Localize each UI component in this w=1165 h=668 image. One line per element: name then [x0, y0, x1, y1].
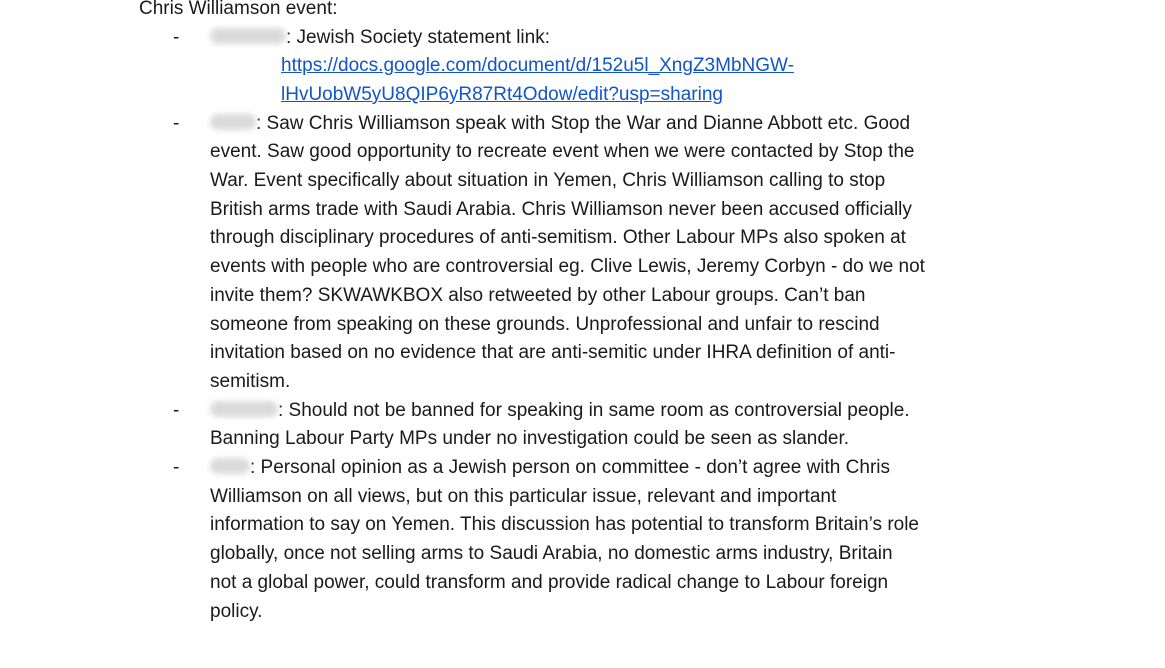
bullet-list: [0, 24, 1165, 627]
list-dash: -: [173, 112, 180, 134]
item-text-line: globally, once not selling arms to Saudi Arabia, no domestic arms industry, Britain: [210, 543, 893, 565]
item-text-line: not a global power, could transform and provide radical change to Labour foreign: [210, 571, 889, 593]
list-dash: -: [173, 399, 180, 421]
item-text: : Jewish Society statement link:: [286, 26, 550, 48]
list-item: [0, 110, 1040, 397]
item-text-line: : Personal opinion as a Jewish person on committee - don’t agree with Chris: [250, 457, 890, 479]
item-text-line: someone from speaking on these grounds. Unprofessional and unfair to rescind: [210, 313, 880, 335]
section-heading: Chris Williamson event:: [139, 0, 338, 19]
redacted-name: [210, 458, 250, 474]
link-text-line1[interactable]: https://docs.google.com/document/d/152u5l_XngZ3MbNGW-: [281, 55, 794, 77]
item-text-line: events with people who are controversial eg. Clive Lewis, Jeremy Corbyn - do we not: [210, 256, 925, 278]
list-dash: -: [173, 26, 180, 48]
item-text-line: event. Saw good opportunity to recreate event when we were contacted by Stop the: [210, 141, 915, 163]
item-text-line: : Saw Chris Williamson speak with Stop the War and Dianne Abbott etc. Good: [256, 112, 911, 134]
redacted-name: [210, 28, 286, 44]
item-text-line: information to say on Yemen. This discussion has potential to transform Britain’s role: [210, 514, 920, 536]
item-text-line: Williamson on all views, but on this particular issue, relevant and important: [210, 485, 837, 507]
item-text-line: semitism.: [210, 370, 291, 392]
link-text-line2[interactable]: lHvUobW5yU8QIP6yR87Rt4Odow/edit?usp=sharing: [281, 83, 723, 105]
redacted-name: [210, 114, 256, 130]
document-link[interactable]: [210, 52, 1040, 109]
item-text-line: invitation based on no evidence that are anti-semitic under IHRA definition of anti-: [210, 342, 896, 364]
item-text-line: British arms trade with Saudi Arabia. Chris Williamson never been accused officially: [210, 198, 912, 220]
list-item: [0, 454, 1040, 626]
item-text-line: : Should not be banned for speaking in same room as controversial people.: [278, 399, 910, 421]
list-item: [0, 397, 1040, 454]
list-dash: -: [173, 457, 180, 479]
item-text-line: invite them? SKWAWKBOX also retweeted by other Labour groups. Can’t ban: [210, 284, 866, 306]
item-text-line: Banning Labour Party MPs under no investigation could be seen as slander.: [210, 428, 850, 450]
redacted-name: [210, 401, 278, 417]
item-text-line: through disciplinary procedures of anti-semitism. Other Labour MPs also spoken at: [210, 227, 906, 249]
item-text-line: War. Event specifically about situation in Yemen, Chris Williamson calling to stop: [210, 170, 886, 192]
list-item: [0, 24, 1040, 110]
item-text-line: policy.: [210, 600, 263, 622]
